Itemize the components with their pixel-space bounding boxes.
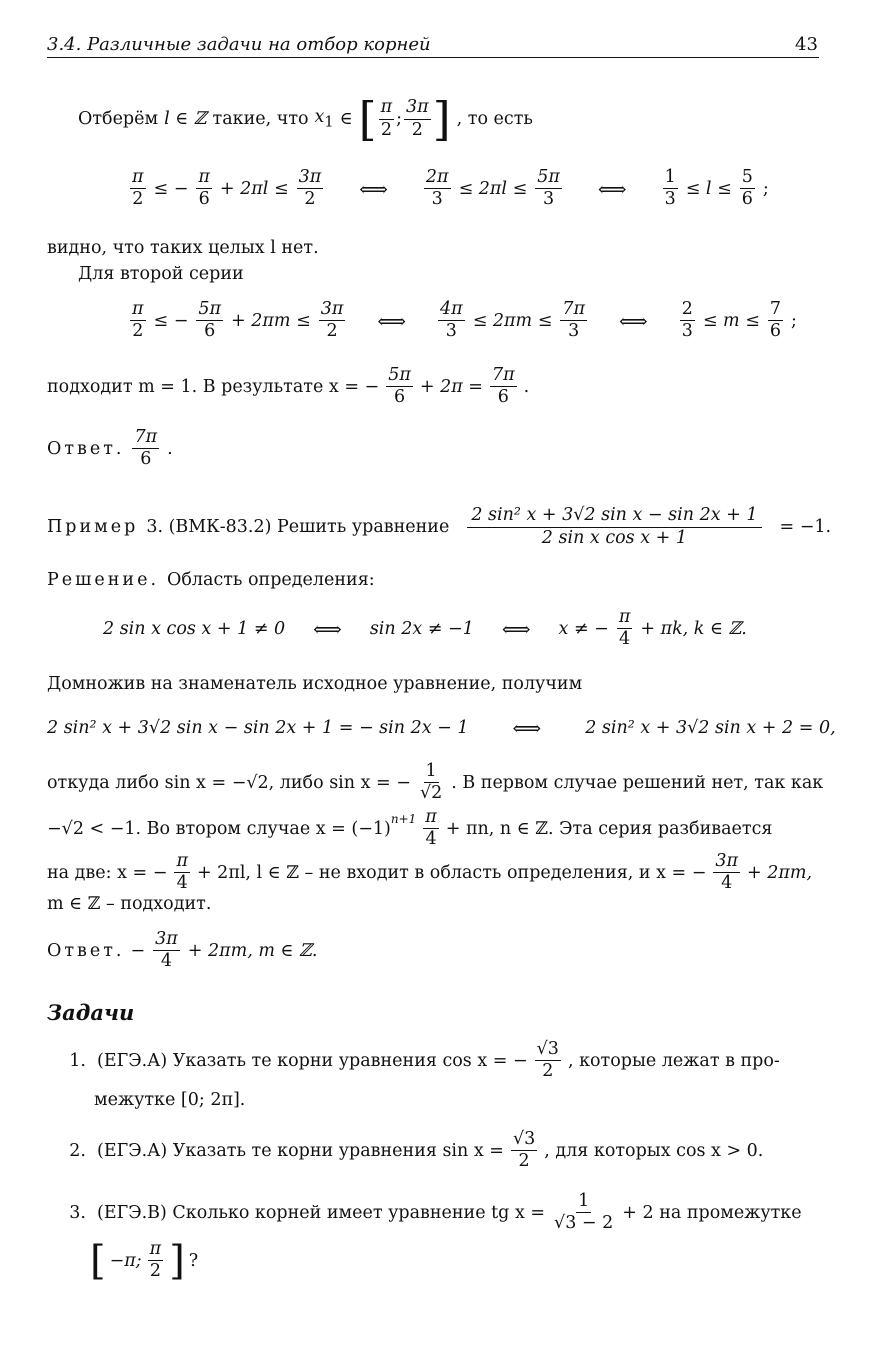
inequality-second-series: $\frac{\pi}{2}$ ≤ − $\frac{5\pi}{6}$ + 2πm ≤ $\frac{3\pi}{2}$ ⟺ $\frac{4\pi}{3}$ ≤ 2πm ≤ $\frac{7\pi}{3}$ ⟺ $\frac{2}{3}$ ≤ m ≤ $\frac{7}{6}$ ; bbox=[132, 299, 797, 342]
text-split: на две: x = − $\frac{\pi}{4}$ + 2πl, l ∈ ℤ – не входит в область определения, и x = − $\frac{3\pi}{4}$ + 2πm, bbox=[47, 851, 813, 894]
iff-arrow: ⟺ bbox=[619, 308, 648, 333]
text-second-case: −√2 < −1. Во втором случае x = (−1) $^{n+1}$ $\frac{\pi}{4}$ + πn, n ∈ ℤ. Эта серия разбивается bbox=[47, 807, 773, 850]
intro-x1: $x_1$ bbox=[314, 107, 334, 131]
answer-label: Ответ. bbox=[47, 438, 125, 459]
answer-2: Ответ. − $\frac{3\pi}{4}$ + 2πm, m ∈ ℤ. bbox=[47, 929, 318, 972]
intro-line bbox=[78, 92, 533, 146]
interval-brackets: [ $\frac{\pi}{2}$ ; $\frac{3\pi}{2}$ ] bbox=[358, 92, 451, 146]
problem-3-interval: [ −π; $\frac{\pi}{2}$ ] ? bbox=[90, 1237, 199, 1284]
intro-text-a: Отберём bbox=[78, 109, 159, 129]
text-no-integers: видно, что таких целых l нет. bbox=[47, 238, 319, 258]
intro-text-f: , то есть bbox=[456, 109, 533, 129]
problem-1-continued: межутке [0; 2π]. bbox=[94, 1090, 246, 1110]
answer-1: Ответ. $\frac{7\pi}{6}$ . bbox=[47, 427, 173, 470]
domain-equation: 2 sin x cos x + 1 ≠ 0 ⟺ sin 2x ≠ −1 ⟺ x ≠ − $\frac{\pi}{4}$ + πk, k ∈ ℤ. bbox=[103, 607, 747, 650]
running-header: 3.4. Различные задачи на отбор корней bbox=[47, 34, 431, 55]
inequality-first-series: $\frac{\pi}{2}$ ≤ − $\frac{\pi}{6}$ + 2πl ≤ $\frac{3\pi}{2}$ ⟺ $\frac{2\pi}{3}$ ≤ 2πl ≤ $\frac{5\pi}{3}$ ⟺ $\frac{1}{3}$ ≤ l ≤ $\frac{5}{6}$ ; bbox=[132, 167, 769, 210]
interval-right-frac: $\frac{3\pi}{2}$ bbox=[406, 97, 429, 140]
text-result: подходит m = 1. В результате x = − $\frac{5\pi}{6}$ + 2π = $\frac{7\pi}{6}$ . bbox=[47, 365, 530, 408]
example-label: Пример bbox=[47, 517, 139, 538]
iff-arrow: ⟺ bbox=[377, 308, 407, 333]
intro-text-c: такие, что bbox=[212, 109, 309, 129]
iff-arrow: ⟺ bbox=[501, 616, 531, 641]
problem-3: 3. (ЕГЭ.В) Сколько корней имеет уравнение tg x = $\frac{1}{√3 - 2}$ + 2 на промежутке bbox=[69, 1191, 802, 1234]
iff-arrow: ⟺ bbox=[313, 616, 342, 641]
intro-in: ∈ bbox=[339, 109, 353, 129]
problems-title: Задачи bbox=[47, 1000, 135, 1025]
solution-label: Решение. bbox=[47, 570, 160, 590]
equation-expanded: 2 sin² x + 3√2 sin x − sin 2x + 1 = − sin 2x − 1 ⟺ 2 sin² x + 3√2 sin x + 2 = 0, bbox=[47, 716, 836, 740]
text-second-series: Для второй серии bbox=[78, 264, 244, 284]
page-number: 43 bbox=[795, 34, 818, 55]
iff-arrow: ⟺ bbox=[512, 716, 542, 740]
iff-arrow: ⟺ bbox=[359, 176, 388, 201]
solution-line: Решение. Область определения: bbox=[47, 570, 375, 590]
text-fits: m ∈ ℤ – подходит. bbox=[47, 894, 212, 914]
header-rule bbox=[47, 57, 819, 58]
answer-label: Ответ. bbox=[47, 940, 125, 961]
example-3: Пример 3. (ВМК-83.2) Решить уравнение $\frac{\text{2 sin² x + 3√2 sin x − sin 2x + 1}}{\text{2 sin x cos x + 1}}$ = −1. bbox=[47, 505, 832, 549]
problem-1: 1. (ЕГЭ.А) Указать те корни уравнения cos x = − $\frac{√3}{2}$ , которые лежат в про- bbox=[69, 1039, 780, 1082]
intro-l-in-z: l ∈ ℤ bbox=[164, 109, 207, 129]
text-multiply: Домножив на знаменатель исходное уравнение, получим bbox=[47, 674, 583, 694]
problem-2: 2. (ЕГЭ.А) Указать те корни уравнения sin x = $\frac{√3}{2}$ , для которых cos x > 0. bbox=[69, 1129, 764, 1172]
text-cases: откуда либо sin x = −√2, либо sin x = − $\frac{1}{√2}$ . В первом случае решений нет, так как bbox=[47, 761, 824, 804]
iff-arrow: ⟺ bbox=[597, 176, 627, 201]
interval-left-frac: $\frac{\pi}{2}$ bbox=[380, 97, 393, 140]
